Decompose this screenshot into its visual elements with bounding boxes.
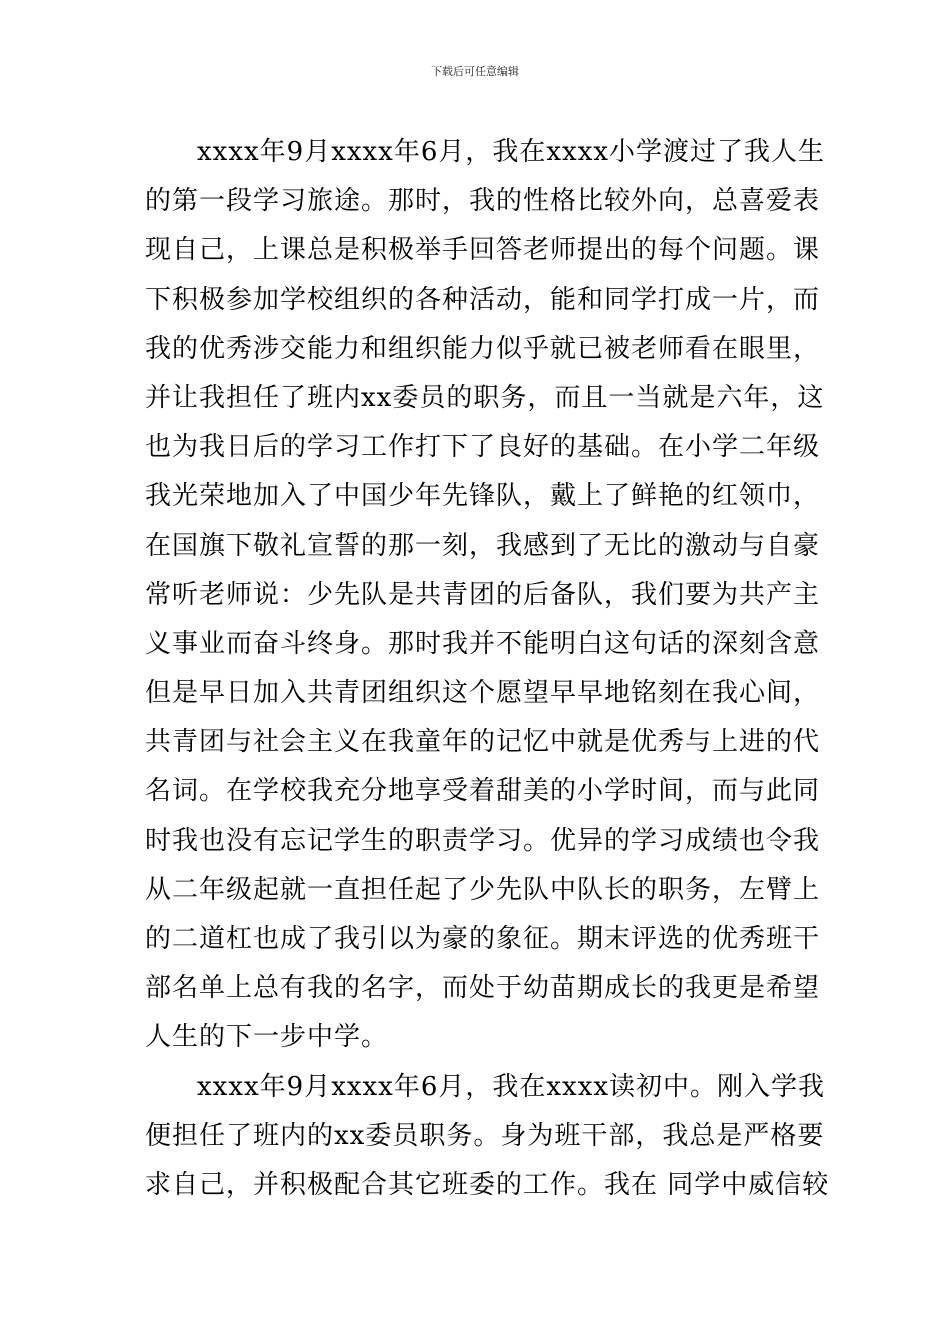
paragraph-1-line-16: 从二年级起就一直担任起了少先队中队长的职务，左臂上 <box>145 874 821 905</box>
paragraph-1-line-19: 人生的下一步中学。 <box>145 1022 389 1053</box>
paragraph-2-line-2: 便担任了班内的xx委员职务。身为班干部，我总是严格要 <box>145 1120 825 1151</box>
paragraph-2-line-1: xxxx年9月xxxx年6月，我在xxxx读初中。刚入学我 <box>197 1071 826 1102</box>
paragraph-1-line-2: 的第一段学习旅途。那时，我的性格比较外向，总喜爱表 <box>145 186 821 217</box>
paragraph-1-line-12: 但是早日加入共青团组织这个愿望早早地铭刻在我心间， <box>145 678 821 709</box>
paragraph-1-line-3: 现自己，上课总是积极举手回答老师提出的每个问题。课 <box>145 235 821 266</box>
paragraph-1-line-13: 共青团与社会主义在我童年的记忆中就是优秀与上进的代 <box>145 727 821 758</box>
paragraph-2-line-3: 求自己，并积极配合其它班委的工作。我在 同学中威信较 <box>145 1169 830 1200</box>
paragraph-1-line-14: 名词。在学校我充分地享受着甜美的小学时间，而与此同 <box>145 776 821 807</box>
paragraph-1-line-1: xxxx年9月xxxx年6月，我在xxxx小学渡过了我人生 <box>197 137 826 167</box>
paragraph-1-line-17: 的二道杠也成了我引以为豪的象征。期末评选的优秀班干 <box>145 924 821 954</box>
paragraph-1-line-8: 我光荣地加入了中国少年先锋队，戴上了鲜艳的红领巾， <box>145 481 821 512</box>
paragraph-1-line-18: 部名单上总有我的名字，而处于幼苗期成长的我更是希望 <box>145 973 821 1004</box>
paragraph-1-line-7: 也为我日后的学习工作打下了良好的基础。在小学二年级 <box>145 432 821 463</box>
paragraph-1-line-6: 并让我担任了班内xx委员的职务，而且一当就是六年，这 <box>145 382 825 413</box>
paragraph-1-line-15: 时我也没有忘记学生的职责学习。优异的学习成绩也令我 <box>145 825 821 856</box>
paragraph-1-line-9: 在国旗下敬礼宣誓的那一刻，我感到了无比的激动与自豪 <box>145 530 821 561</box>
page-header: 下载后可任意编辑 <box>431 65 519 78</box>
paragraph-1-line-11: 义事业而奋斗终身。那时我并不能明白这句话的深刻含意 <box>145 628 821 659</box>
document-body <box>145 128 830 1210</box>
paragraph-1-line-10: 常听老师说：少先队是共青团的后备队，我们要为共产主 <box>145 579 821 610</box>
paragraph-1-line-5: 我的优秀涉交能力和组织能力似乎就已被老师看在眼里， <box>145 333 821 364</box>
paragraph-1-line-4: 下积极参加学校组织的各种活动，能和同学打成一片，而 <box>145 284 821 315</box>
